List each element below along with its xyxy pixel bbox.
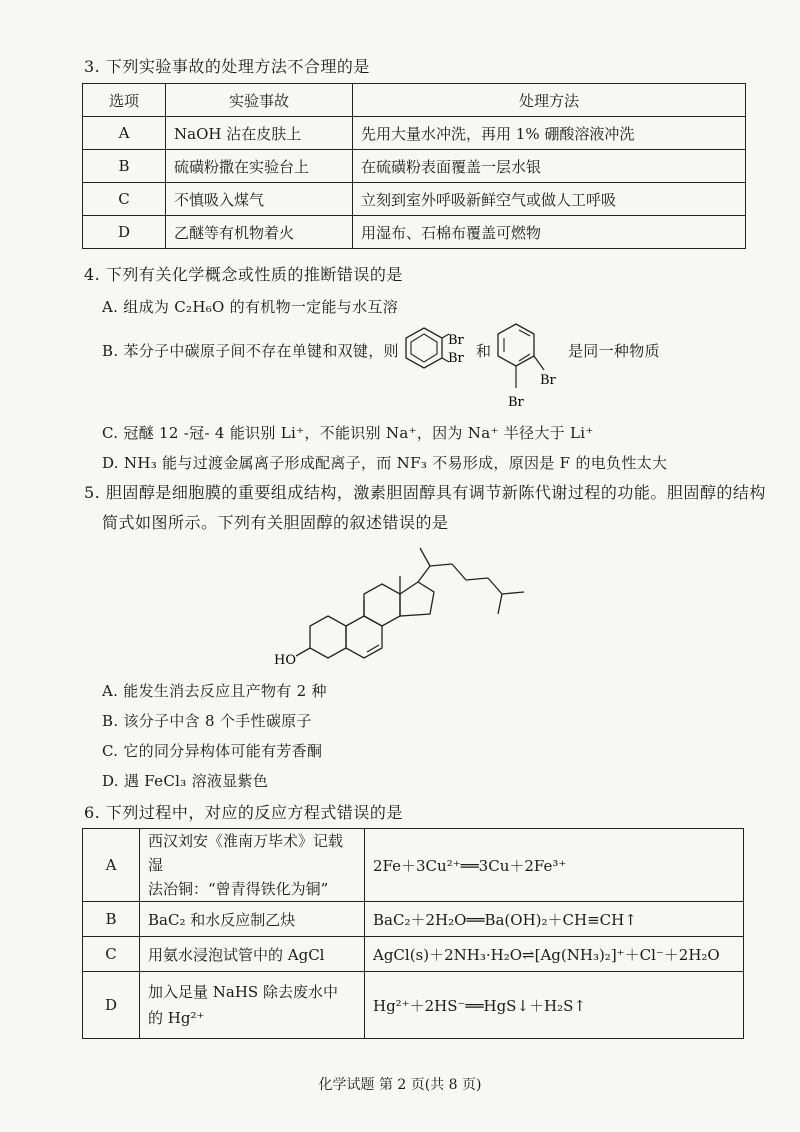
q4-option-b-text: B. 苯分子中碳原子间不存在单键和双键，则: [102, 342, 399, 360]
q6-table: [82, 828, 744, 1039]
row-accident: 硫磺粉撒在实验台上: [166, 150, 353, 183]
q5-option-c: C. 它的同分异构体可能有芳香酮: [102, 742, 323, 760]
br-label: Br: [540, 373, 556, 388]
header-method: 处理方法: [353, 84, 746, 117]
table-row: [83, 902, 744, 937]
q4-option-b-end: 是同一种物质: [568, 342, 660, 360]
row-process: [140, 829, 365, 902]
table-row: [83, 829, 744, 902]
row-process: [140, 972, 365, 1039]
row-option: A: [83, 829, 140, 902]
dibromobenzene-structure-2: [492, 318, 564, 412]
row-option: B: [83, 150, 166, 183]
row-option: A: [83, 117, 166, 150]
q5-option-a: A. 能发生消去反应且产物有 2 种: [102, 682, 327, 700]
page-footer: 化学试题 第 2 页(共 8 页): [318, 1077, 482, 1093]
row-equation: AgCl(s)＋2NH₃·H₂O⇌[Ag(NH₃)₂]⁺＋Cl⁻＋2H₂O: [365, 937, 744, 972]
q4-option-d: D. NH₃ 能与过渡金属离子形成配离子，而 NF₃ 不易形成，原因是 F 的电负性太大: [102, 454, 668, 472]
br-label: Br: [448, 333, 464, 348]
row-method: 用湿布、石棉布覆盖可燃物: [353, 216, 746, 249]
table-row: [83, 150, 746, 183]
q4-option-c: C. 冠醚 12 -冠- 4 能识别 Li⁺，不能识别 Na⁺，因为 Na⁺ 半径大于 Li⁺: [102, 424, 594, 442]
process-line: 加入足量 NaHS 除去废水中: [148, 983, 338, 1001]
table-header-row: [83, 84, 746, 117]
row-equation: Hg²⁺＋2HS⁻══HgS↓＋H₂S↑: [365, 972, 744, 1039]
row-option: D: [83, 216, 166, 249]
row-option: B: [83, 902, 140, 937]
row-accident: 乙醚等有机物着火: [166, 216, 353, 249]
table-row: [83, 972, 744, 1039]
process-line: 法冶铜：“曾青得铁化为铜”: [148, 880, 329, 898]
br-label: Br: [448, 351, 464, 366]
q4-option-a: A. 组成为 C₂H₆O 的有机物一定能与水互溶: [102, 298, 398, 316]
br-label: Br: [508, 395, 524, 410]
row-equation: 2Fe＋3Cu²⁺══3Cu＋2Fe³⁺: [365, 829, 744, 902]
q5-option-d: D. 遇 FeCl₃ 溶液显紫色: [102, 772, 269, 790]
q4-option-b-and: 和: [476, 342, 492, 360]
row-process: BaC₂ 和水反应制乙炔: [140, 902, 365, 937]
row-option: D: [83, 972, 140, 1039]
table-row: [83, 937, 744, 972]
q3-title: 3. 下列实验事故的处理方法不合理的是: [84, 57, 370, 76]
table-row: [83, 216, 746, 249]
ho-label: HO: [274, 653, 296, 668]
row-accident: NaOH 沾在皮肤上: [166, 117, 353, 150]
row-accident: 不慎吸入煤气: [166, 183, 353, 216]
q5-title-line2: 简式如图所示。下列有关胆固醇的叙述错误的是: [102, 513, 449, 532]
row-option: C: [83, 937, 140, 972]
process-line: 西汉刘安《淮南万毕术》记载湿: [148, 832, 344, 874]
table-row: [83, 183, 746, 216]
row-method: 立刻到室外呼吸新鲜空气或做人工呼吸: [353, 183, 746, 216]
q6-title: 6. 下列过程中，对应的反应方程式错误的是: [84, 803, 403, 822]
row-process: 用氨水浸泡试管中的 AgCl: [140, 937, 365, 972]
row-method: 在硫磺粉表面覆盖一层水银: [353, 150, 746, 183]
table-row: [83, 117, 746, 150]
q3-table: [82, 83, 746, 249]
q5-title-line1: 5. 胆固醇是细胞膜的重要组成结构，激素胆固醇具有调节新陈代谢过程的功能。胆固醇的结构: [84, 483, 766, 502]
q5-option-b: B. 该分子中含 8 个手性碳原子: [102, 712, 312, 730]
process-line: 的 Hg²⁺: [148, 1009, 205, 1027]
q4-title: 4. 下列有关化学概念或性质的推断错误的是: [84, 265, 403, 284]
row-method: 先用大量水冲洗，再用 1% 硼酸溶液冲洗: [353, 117, 746, 150]
header-option: 选项: [83, 84, 166, 117]
row-option: C: [83, 183, 166, 216]
header-accident: 实验事故: [166, 84, 353, 117]
row-equation: BaC₂＋2H₂O══Ba(OH)₂＋CH≡CH↑: [365, 902, 744, 937]
cholesterol-structure: [270, 538, 560, 678]
dibromobenzene-structure-1: [402, 320, 464, 384]
